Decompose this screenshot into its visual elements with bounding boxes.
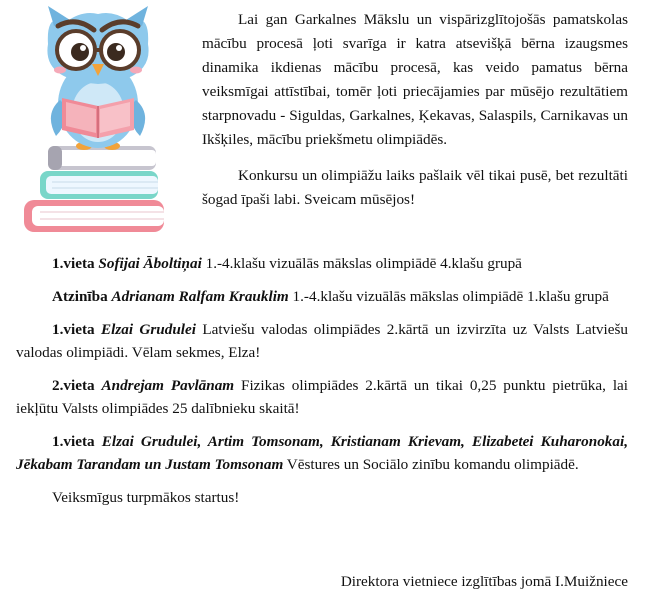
intro-paragraph-2: Konkursu un olimpiāžu laiks pašlaik vēl tikai pusē, bet rezultāti šogad īpaši labi. Sveicam mūsējos! — [202, 167, 628, 208]
award-description: 1.-4.klašu vizuālās mākslas olimpiādē 1.klašu grupā — [288, 288, 609, 305]
award-description: 1.-4.klašu vizuālās mākslas olimpiādē 4.klašu grupā — [201, 255, 522, 272]
award-description: Latviešu valodas olimpiādes 2.kārtā un izvirzīta uz Valsts Latviešu valodas olimpiādi. Vēlam sekmes, Elza! — [16, 321, 628, 361]
award-item — [16, 285, 628, 308]
award-place: Atzinība — [52, 288, 108, 305]
award-place: 1.vieta — [52, 255, 95, 272]
award-place: 1.vieta — [52, 433, 95, 450]
award-description: Vēstures un Sociālo zinību komandu olimpiādē. — [283, 456, 579, 473]
award-names: Adrianam Ralfam Krauklim — [111, 288, 289, 305]
award-place: 1.vieta — [52, 321, 95, 338]
award-names: Andrejam Pavlānam — [101, 377, 235, 394]
awards-list — [16, 252, 628, 519]
award-names: Sofijai Āboltiņai — [98, 255, 202, 272]
owl-reading-icon — [18, 4, 168, 236]
award-names: Elzai Grudulei — [100, 321, 196, 338]
award-item — [16, 318, 628, 364]
book-stack-icon — [24, 146, 164, 232]
award-item — [16, 430, 628, 476]
signature-line: Direktora vietniece izglītības jomā I.Muižniece — [340, 573, 628, 590]
intro-text — [202, 8, 628, 212]
award-place: 2.vieta — [52, 377, 95, 394]
award-item — [16, 374, 628, 420]
award-item — [16, 252, 628, 275]
award-description: Fizikas olimpiādes 2.kārtā un tikai 0,25 punktu pietrūka, lai iekļūtu Valsts olimpiādes 25 dalībnieku skaitā! — [16, 377, 628, 417]
intro-paragraph-1: Lai gan Garkalnes Mākslu un vispārizglītojošās pamatskolas mācību procesā ļoti svarīga ir katra atsevišķā bērna izaugsmes dinamika ikdienas mācību procesā, kas veido pamatus bērna veiksmīgai attīstībai, tomēr ļoti priecājamies par mūsējo rezultātiem starpnovadu - Siguldas, Garkalnes, Ķekavas, Salaspils, Carnikavas un Ikšķiles, mācību priekšmetu olimpiādēs. — [202, 11, 628, 148]
closing-line: Veiksmīgus turpmākos startus! — [52, 489, 240, 506]
award-names: Elzai Grudulei, Artim Tomsonam, Kristianam Krievam, Elizabetei Kuharonokai, Jēkabam Tarandam un Justam Tomsonam — [16, 433, 629, 473]
